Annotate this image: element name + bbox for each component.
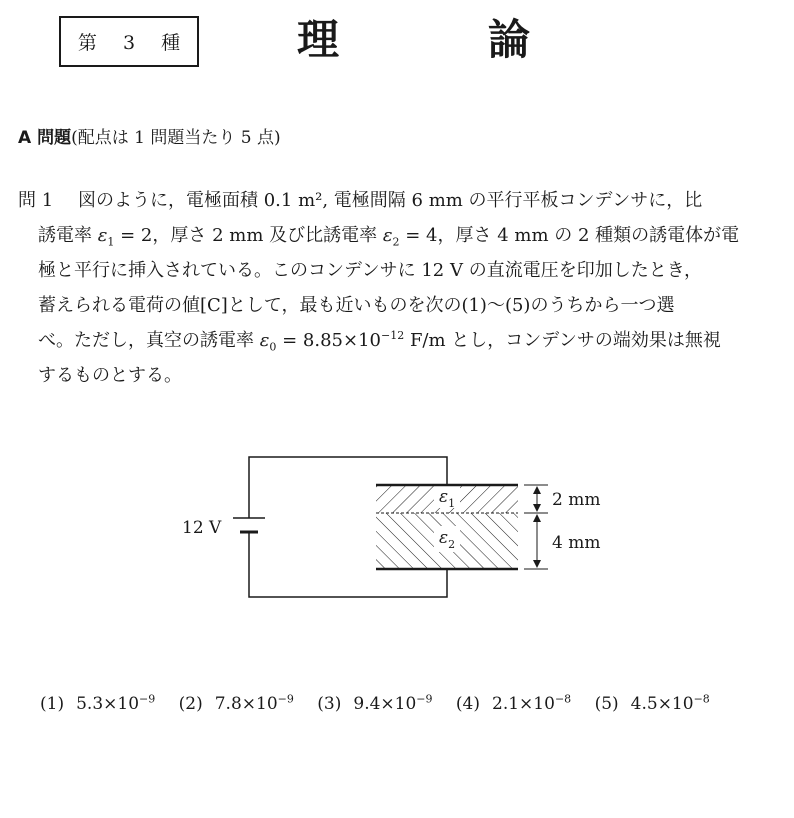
question-line-2b: = 2，厚さ 2 mm 及び比誘電率 [114,225,383,246]
subscript-0: 0 [269,340,277,354]
section-title: A 問題 [18,128,72,148]
epsilon-1-label: $\varepsilon_1$ [439,487,456,510]
answer-choices [40,690,728,718]
dimension-label-4mm: 4 mm [552,533,601,553]
exponent: −12 [381,329,405,342]
epsilon-symbol: ε [259,330,270,351]
epsilon-symbol: ε [97,225,108,246]
epsilon-symbol: ε [382,225,393,246]
question-line-6: するものとする。 [38,365,182,386]
subject-title-char-2: 論 [488,15,531,64]
subject-title-char-1: 理 [297,15,340,64]
dimension-label-2mm: 2 mm [552,490,601,510]
question-line-5a: べ。ただし，真空の誘電率 [38,330,260,351]
question-line-1: 図のように，電極面積 0.1 m², 電極間隔 6 mm の平行平板コンデンサに，比 [78,190,703,211]
subscript-1: 1 [107,235,115,249]
section-note: (配点は 1 問題当たり 5 点) [71,128,281,148]
question-line-2c: = 4，厚さ 4 mm の 2 種類の誘電体が電 [399,225,740,246]
question-number: 問 1 [18,190,54,211]
choice-5[interactable]: (5) $4.5\times 10^{-8}$ [594,692,710,714]
question-line-2a: 誘電率 [38,225,98,246]
voltage-label: 12 V [182,518,222,538]
choice-2[interactable]: (2) $7.8\times 10^{-9}$ [178,692,294,714]
question-line-4: 蓄えられる電荷の値[C]として，最も近いものを次の(1)～(5)のうちから一つ選 [38,295,675,316]
choice-4[interactable]: (4) $2.1\times 10^{-8}$ [455,692,572,714]
choice-3[interactable]: (3) $9.4\times 10^{-9}$ [317,692,433,714]
question-line-5b: = 8.85×10 [276,330,381,351]
question-line-3: 極と平行に挿入されている。このコンデンサに 12 V の直流電圧を印加したとき， [38,260,702,281]
choice-1[interactable]: (1) $5.3\times 10^{-9}$ [40,692,156,714]
epsilon-2-label: $\varepsilon_2$ [439,528,456,551]
exam-type-label: 第 3 種 [77,32,191,54]
question-line-5c: F/m とし，コンデンサの端効果は無視 [404,330,721,351]
subscript-2: 2 [392,235,400,249]
